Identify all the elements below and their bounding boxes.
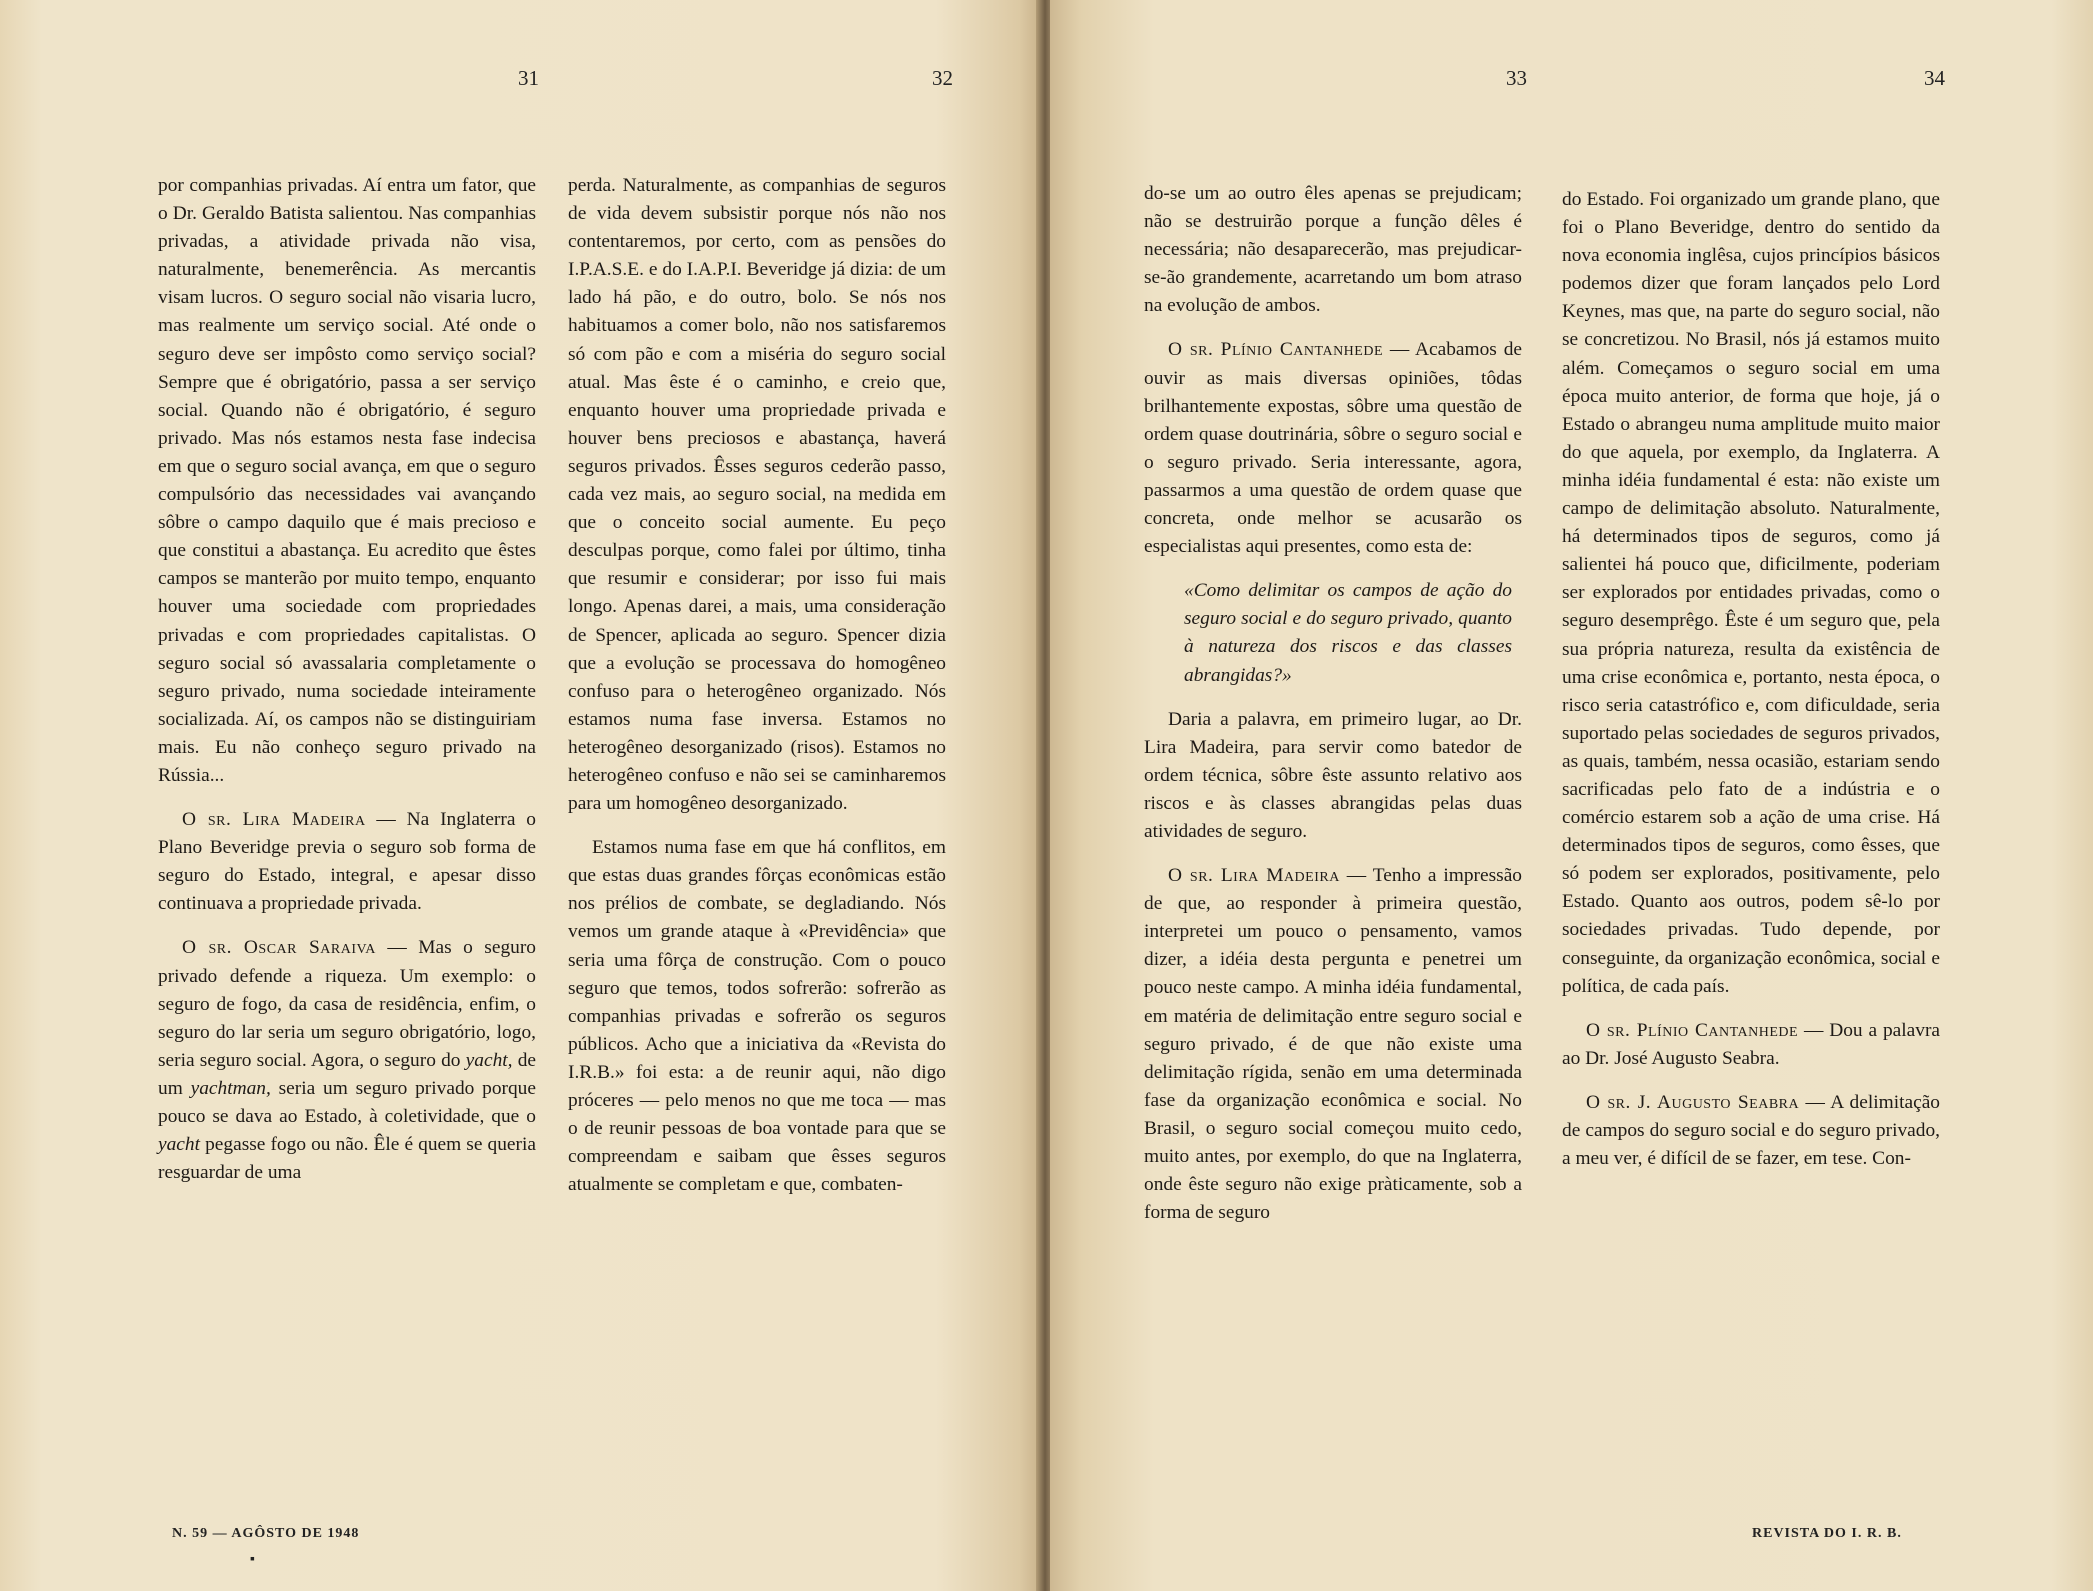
- left-page-spread: [0, 0, 1040, 1591]
- speaker-name: O sr. Lira Madeira: [182, 809, 366, 831]
- page-number-34: 34: [1924, 66, 1945, 90]
- column-page-34: [1562, 186, 1940, 1189]
- footer-journal: REVISTA DO I. R. B.: [1752, 1526, 1902, 1541]
- speaker-name: O sr. Lira Madeira: [1168, 865, 1340, 887]
- paragraph: O sr. Plínio Cantanhede — Acabamos de ouvir as mais diversas opiniões, tôdas brilhantemente expostas, sôbre uma questão de ordem quase doutrinária, sôbre o seguro social e o seguro privado. Seria interessante, agora, passarmos a uma questão de ordem quase que concreta, onde melhor se acusarão os especialistas aqui presentes, como esta de:: [1144, 339, 1522, 558]
- speech-text: — Na Inglaterra o Plano Beveridge previa o seguro sob forma de seguro do Estado, integral, e apesar disso continuava a propriedade privada.: [158, 809, 536, 915]
- paragraph: [158, 806, 536, 918]
- paragraph: perda. Naturalmente, as companhias de seguros de vida devem subsistir porque nós não nos contentaremos, por certo, com as pensões do I.P.A.S.E. e do I.A.P.I. Beveridge já dizia: de um lado há pão, e do outro, bolo. Se nós nos habituamos a comer bolo, não nos satisfaremos só com pão e com a miséria do seguro social atual. Mas êste é o caminho, e creio que, enquanto houver uma propriedade privada e houver bens preciosos e abastança, haverá seguros privados. Êsses seguros cederão passo, cada vez mais, ao seguro social, na medida em que o conceito social aumente. Eu peço desculpas porque, como falei por último, tinha que resumir e considerar; por isso fui mais longo. Apenas darei, a mais, uma consideração de Spencer, aplicada ao seguro. Spencer dizia que a evolução se processava do homogêneo confuso para o heterogêneo organizado. Nós estamos numa fase inversa. Estamos no heterogêneo desorganizado (risos). Estamos no heterogêneo confuso e não sei se caminharemos para um homogêneo desorganizado.: [568, 175, 946, 815]
- speaker-name: O sr. Plínio Cantanhede: [1168, 339, 1384, 361]
- paragraph: do Estado. Foi organizado um grande plano, que foi o Plano Beveridge, dentro do sentido da nova economia inglêsa, cujos princípios básicos podemos dizer que foram lançados pelo Lord Keynes, mas que, na parte do seguro social, não se concretizou. No Brasil, nós já estamos muito além. Começamos o seguro social em uma época muito anterior, de forma que hoje, já o Estado o abrangeu numa amplitude muito maior do que aquela, por exemplo, da Inglaterra. A minha idéia fundamental é esta: não existe um campo de delimitação absoluto. Naturalmente, há determinados tipos de seguros, como já salientei há pouco que, dificilmente, poderiam ser explorados por entidades privadas, como o seguro desemprêgo. Êste é um seguro que, pela sua própria natureza, resulta da existência de uma crise econômica e, portanto, nesta época, o risco seria catastrófico e, com dificuldade, seria suportado pelas sociedades de seguros privados, as quais, também, nessa ocasião, estariam sendo sacrificadas pelo fato de a indústria e o comércio estarem sob a ação de uma crise. Há determinados tipos de seguros, como êsses, que só podem ser explorados, positivamente, pelo Estado. Quanto aos outros, podem sê-lo por sociedades privadas. Tudo depende, por conseguinte, da organização econômica, social e política, de cada país.: [1562, 189, 1940, 997]
- paragraph: O sr. Lira Madeira — Tenho a impressão de que, ao responder à primeira questão, interpretei um pouco o pensamento, vamos dizer, a idéia desta pergunta e penetrei um pouco neste campo. A minha idéia fundamental, em matéria de delimitação entre seguro social e seguro privado, é de que não existe uma delimitação rígida, senão em uma determinada fase da organização econômica e social. No Brasil, o seguro social começou muito cedo, muito antes, por exemplo, do que na Inglaterra, onde êste seguro não exige pràticamente, sob a forma de seguro: [1144, 865, 1522, 1224]
- speaker-name: O sr. Plínio Cantanhede: [1586, 1019, 1799, 1041]
- column-page-33: [1144, 180, 1522, 1243]
- paragraph: Daria a palavra, em primeiro lugar, ao Dr. Lira Madeira, para servir como batedor de ordem técnica, sôbre êste assunto relativo aos riscos e às classes abrangidas pelas duas atividades de seguro.: [1144, 708, 1522, 842]
- paragraph: Estamos numa fase em que há conflitos, em que estas duas grandes fôrças econômicas estão nos prélios de combate, se degladiando. Nós vemos um grande ataque à «Previdência» que seria uma fôrça de construção. Com o pouco seguro que temos, todos sofrerão: sofrerão as companhias privadas e sofrerão os seguros públicos. Acho que a iniciativa da «Revista do I.R.B.» foi esta: a de reunir aqui, não digo próceres — pelo menos no que me toca — mas o de reunir pessoas de boa vontade para que se compreendam e saibam que êsses seguros atualmente se completam e que, combaten-: [568, 837, 946, 1196]
- paragraph: do-se um ao outro êles apenas se prejudicam; não se destruirão porque a função dêles é necessária; não desaparecerão, mas prejudicar-se-ão grandemente, acarretando um bom atraso na evolução de ambos.: [1144, 183, 1522, 317]
- paragraph: por companhias privadas. Aí entra um fator, que o Dr. Geraldo Batista salientou. Nas companhias privadas, a atividade privada não visa, naturalmente, benemerência. As mercantis visam lucros. O seguro social não visaria lucro, mas realmente um serviço social. Até onde o seguro deve ser impôsto como serviço social? Sempre que é obrigatório, passa a ser serviço social. Quando não é obrigatório, é seguro privado. Mas nós estamos nesta fase indecisa em que o seguro social avança, em que o seguro compulsório das necessidades vai avançando sôbre o campo daquilo que é mais precioso e que constitui a abastança. Eu acredito que êstes campos se manterão por muito tempo, enquanto houver uma sociedade com propriedades privadas e com propriedades capitalistas. O seguro social só avassalaria completamente o seguro privado, numa sociedade inteiramente socializada. Aí, os campos não se distinguiriam mais. Eu não conheço seguro privado na Rússia...: [158, 175, 536, 786]
- paragraph: O sr. Oscar Saraiva — Mas o seguro privado defende a riqueza. Um exemplo: o seguro de fogo, da casa de residência, enfim, o seguro do lar seria um seguro obrigatório, logo, seria seguro social. Agora, o seguro do yacht, de um yachtman, seria um seguro privado porque pouco se dava ao Estado, à coletividade, que o yacht pegasse fogo ou não. Êle é quem se queria resguardar de uma: [158, 937, 536, 1184]
- speaker-name: O sr. J. Augusto Seabra: [1586, 1091, 1800, 1113]
- column-page-31: [158, 172, 536, 1203]
- speaker-name: O sr. Oscar Saraiva: [182, 937, 376, 959]
- footer-mark: ▪: [250, 1552, 255, 1567]
- right-page-spread: [1050, 0, 2093, 1591]
- column-page-32: [568, 172, 946, 1215]
- page-number-31: 31: [518, 66, 539, 90]
- paragraph: O sr. J. Augusto Seabra — A delimitação de campos do seguro social e do seguro privado, a meu ver, é difícil de se fazer, em tese. Con-: [1562, 1091, 1940, 1170]
- quoted-question: «Como delimitar os campos de ação do seguro social e do seguro privado, quanto à natureza dos riscos e das classes abrangidas?»: [1184, 580, 1512, 686]
- paragraph: O sr. Plínio Cantanhede — Dou a palavra ao Dr. José Augusto Seabra.: [1562, 1019, 1941, 1069]
- footer-issue: N. 59 — AGÔSTO DE 1948: [172, 1526, 360, 1541]
- page-number-32: 32: [932, 66, 953, 90]
- page-number-33: 33: [1506, 66, 1527, 90]
